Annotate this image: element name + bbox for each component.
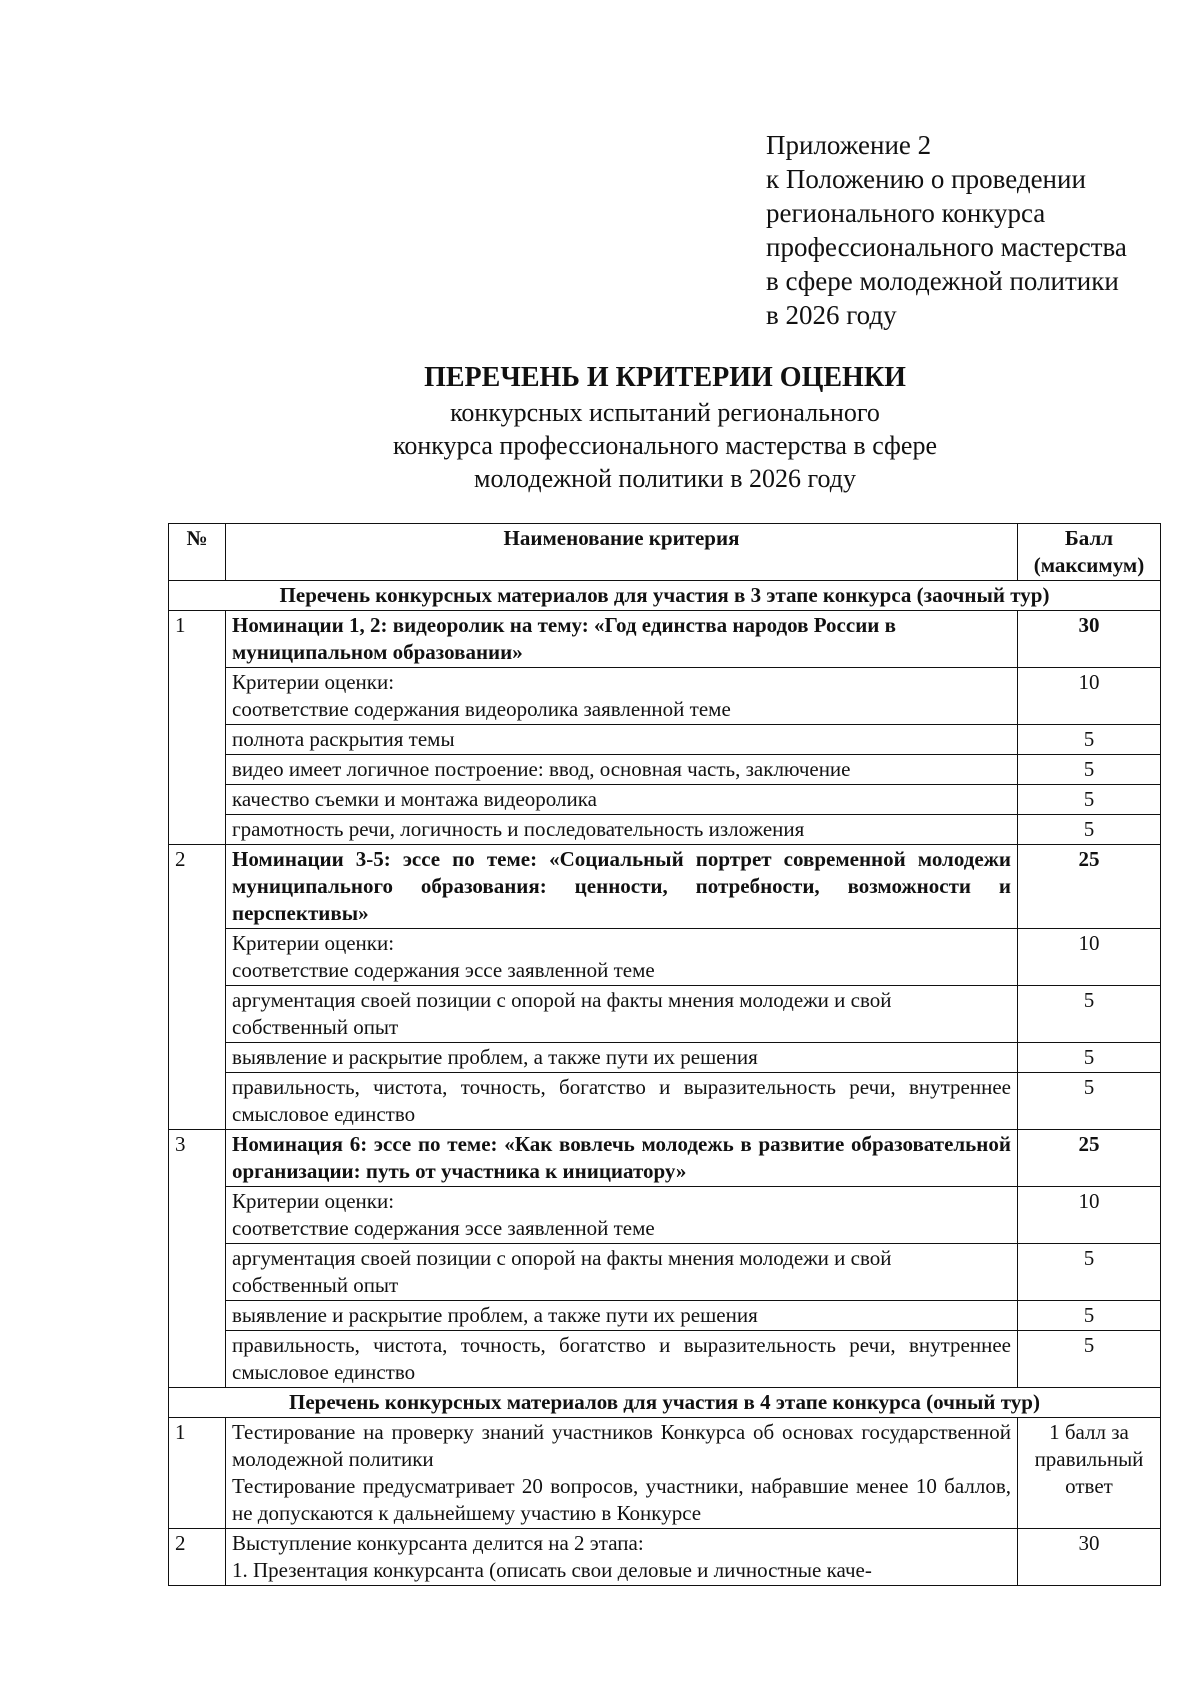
- criterion-score: 5: [1018, 986, 1161, 1043]
- criterion-score: 5: [1018, 1073, 1161, 1130]
- criterion-text: Тестирование на проверку знаний участников Конкурса об основах государственной молодежной политики: [232, 1420, 1011, 1471]
- appendix-line: Приложение 2: [766, 130, 932, 160]
- criterion-score: 1 балл за правильный ответ: [1018, 1418, 1161, 1529]
- criterion-text: грамотность речи, логичность и последовательность изложения: [226, 815, 1018, 845]
- table-row: [169, 1073, 1161, 1130]
- table-row: [169, 1187, 1161, 1244]
- criterion-score: 5: [1018, 755, 1161, 785]
- nomination-title: Номинация 6: эссе по теме: «Как вовлечь молодежь в развитие образовательной организации: путь от участника к инициатору»: [226, 1130, 1018, 1187]
- nomination-title: Номинации 3-5: эссе по теме: «Социальный портрет современной молодежи муниципального образования: ценности, потребности, возможности и перспективы»: [226, 845, 1018, 929]
- criterion-text: полнота раскрытия темы: [226, 725, 1018, 755]
- document-subtitle-line: молодежной политики в 2026 году: [474, 464, 856, 493]
- document-subtitle-line: конкурса профессионального мастерства в сфере: [393, 431, 937, 460]
- criterion-score: 5: [1018, 725, 1161, 755]
- criterion-text: качество съемки и монтажа видеоролика: [226, 785, 1018, 815]
- row-number: 1: [169, 611, 226, 845]
- criteria-label: Критерии оценки:: [232, 931, 395, 955]
- criterion-score: 5: [1018, 1301, 1161, 1331]
- appendix-line: профессионального мастерства: [766, 232, 1127, 262]
- table-row: [169, 725, 1161, 755]
- criterion-cell: [226, 1529, 1018, 1586]
- nomination-score: 30: [1018, 611, 1161, 668]
- row-number: 3: [169, 1130, 226, 1388]
- criterion-text: Тестирование предусматривает 20 вопросов, участники, набравшие менее 10 баллов, не допускаются к дальнейшему участию в Конкурсе: [232, 1474, 1011, 1525]
- criterion-text: аргументация своей позиции с опорой на факты мнения молодежи и свой собственный опыт: [226, 986, 1018, 1043]
- table-row: [169, 785, 1161, 815]
- document-title: ПЕРЕЧЕНЬ И КРИТЕРИИ ОЦЕНКИ: [424, 362, 906, 393]
- criteria-label: Критерии оценки:: [232, 1189, 395, 1213]
- header-num: №: [169, 524, 226, 581]
- table-row: [169, 1130, 1161, 1187]
- criterion-text: соответствие содержания эссе заявленной теме: [232, 1216, 655, 1240]
- criteria-table: [168, 523, 1161, 1586]
- row-number: 2: [169, 1529, 226, 1586]
- header-name: Наименование критерия: [226, 524, 1018, 581]
- criterion-cell: [226, 929, 1018, 986]
- section-row: [169, 581, 1161, 611]
- criterion-cell: [226, 1187, 1018, 1244]
- row-number: 1: [169, 1418, 226, 1529]
- criterion-text: соответствие содержания видеоролика заявленной теме: [232, 697, 731, 721]
- header-score: Балл (максимум): [1018, 524, 1161, 581]
- table-row: [169, 668, 1161, 725]
- table-row: [169, 1043, 1161, 1073]
- criterion-text: правильность, чистота, точность, богатство и выразительность речи, внутреннее смысловое единство: [226, 1331, 1018, 1388]
- criterion-score: 5: [1018, 1244, 1161, 1301]
- section-heading-stage3: Перечень конкурсных материалов для участия в 3 этапе конкурса (заочный тур): [169, 581, 1161, 611]
- section-heading-stage4: Перечень конкурсных материалов для участия в 4 этапе конкурса (очный тур): [169, 1388, 1161, 1418]
- criterion-score: 5: [1018, 1043, 1161, 1073]
- nomination-title: Номинации 1, 2: видеоролик на тему: «Год единства народов России в муниципальном образовании»: [226, 611, 1018, 668]
- criterion-text: выявление и раскрытие проблем, а также пути их решения: [226, 1301, 1018, 1331]
- table-row: [169, 755, 1161, 785]
- criterion-text: соответствие содержания эссе заявленной теме: [232, 958, 655, 982]
- appendix-line: к Положению о проведении: [766, 164, 1086, 194]
- table-row: [169, 1529, 1161, 1586]
- nomination-score: 25: [1018, 1130, 1161, 1187]
- table-row: [169, 986, 1161, 1043]
- criterion-score: 10: [1018, 929, 1161, 986]
- document-subtitle-line: конкурсных испытаний регионального: [450, 398, 880, 427]
- table-row: [169, 1244, 1161, 1301]
- table-header-row: [169, 524, 1161, 581]
- nomination-score: 25: [1018, 845, 1161, 929]
- criterion-text: выявление и раскрытие проблем, а также пути их решения: [226, 1043, 1018, 1073]
- document-title-block: [0, 360, 1200, 495]
- appendix-line: в 2026 году: [766, 300, 897, 330]
- appendix-note: [766, 128, 1186, 332]
- table-row: [169, 611, 1161, 668]
- appendix-line: в сфере молодежной политики: [766, 266, 1119, 296]
- criterion-text: Выступление конкурсанта делится на 2 этапа:: [232, 1531, 644, 1555]
- section-row: [169, 1388, 1161, 1418]
- criterion-text: 1. Презентация конкурсанта (описать свои деловые и личностные каче-: [232, 1558, 872, 1582]
- table-row: [169, 1301, 1161, 1331]
- table-row: [169, 845, 1161, 929]
- table-row: [169, 1418, 1161, 1529]
- criterion-score: 30: [1018, 1529, 1161, 1586]
- table-row: [169, 1331, 1161, 1388]
- table-row: [169, 929, 1161, 986]
- criterion-cell: [226, 668, 1018, 725]
- table-row: [169, 815, 1161, 845]
- criterion-score: 5: [1018, 785, 1161, 815]
- criterion-text: аргументация своей позиции с опорой на факты мнения молодежи и свой собственный опыт: [226, 1244, 1018, 1301]
- criterion-score: 5: [1018, 815, 1161, 845]
- criterion-text: видео имеет логичное построение: ввод, основная часть, заключение: [226, 755, 1018, 785]
- criterion-score: 5: [1018, 1331, 1161, 1388]
- criterion-text: правильность, чистота, точность, богатство и выразительность речи, внутреннее смысловое единство: [226, 1073, 1018, 1130]
- criteria-label: Критерии оценки:: [232, 670, 395, 694]
- appendix-line: регионального конкурса: [766, 198, 1046, 228]
- criterion-score: 10: [1018, 1187, 1161, 1244]
- criterion-cell: [226, 1418, 1018, 1529]
- criterion-score: 10: [1018, 668, 1161, 725]
- row-number: 2: [169, 845, 226, 1130]
